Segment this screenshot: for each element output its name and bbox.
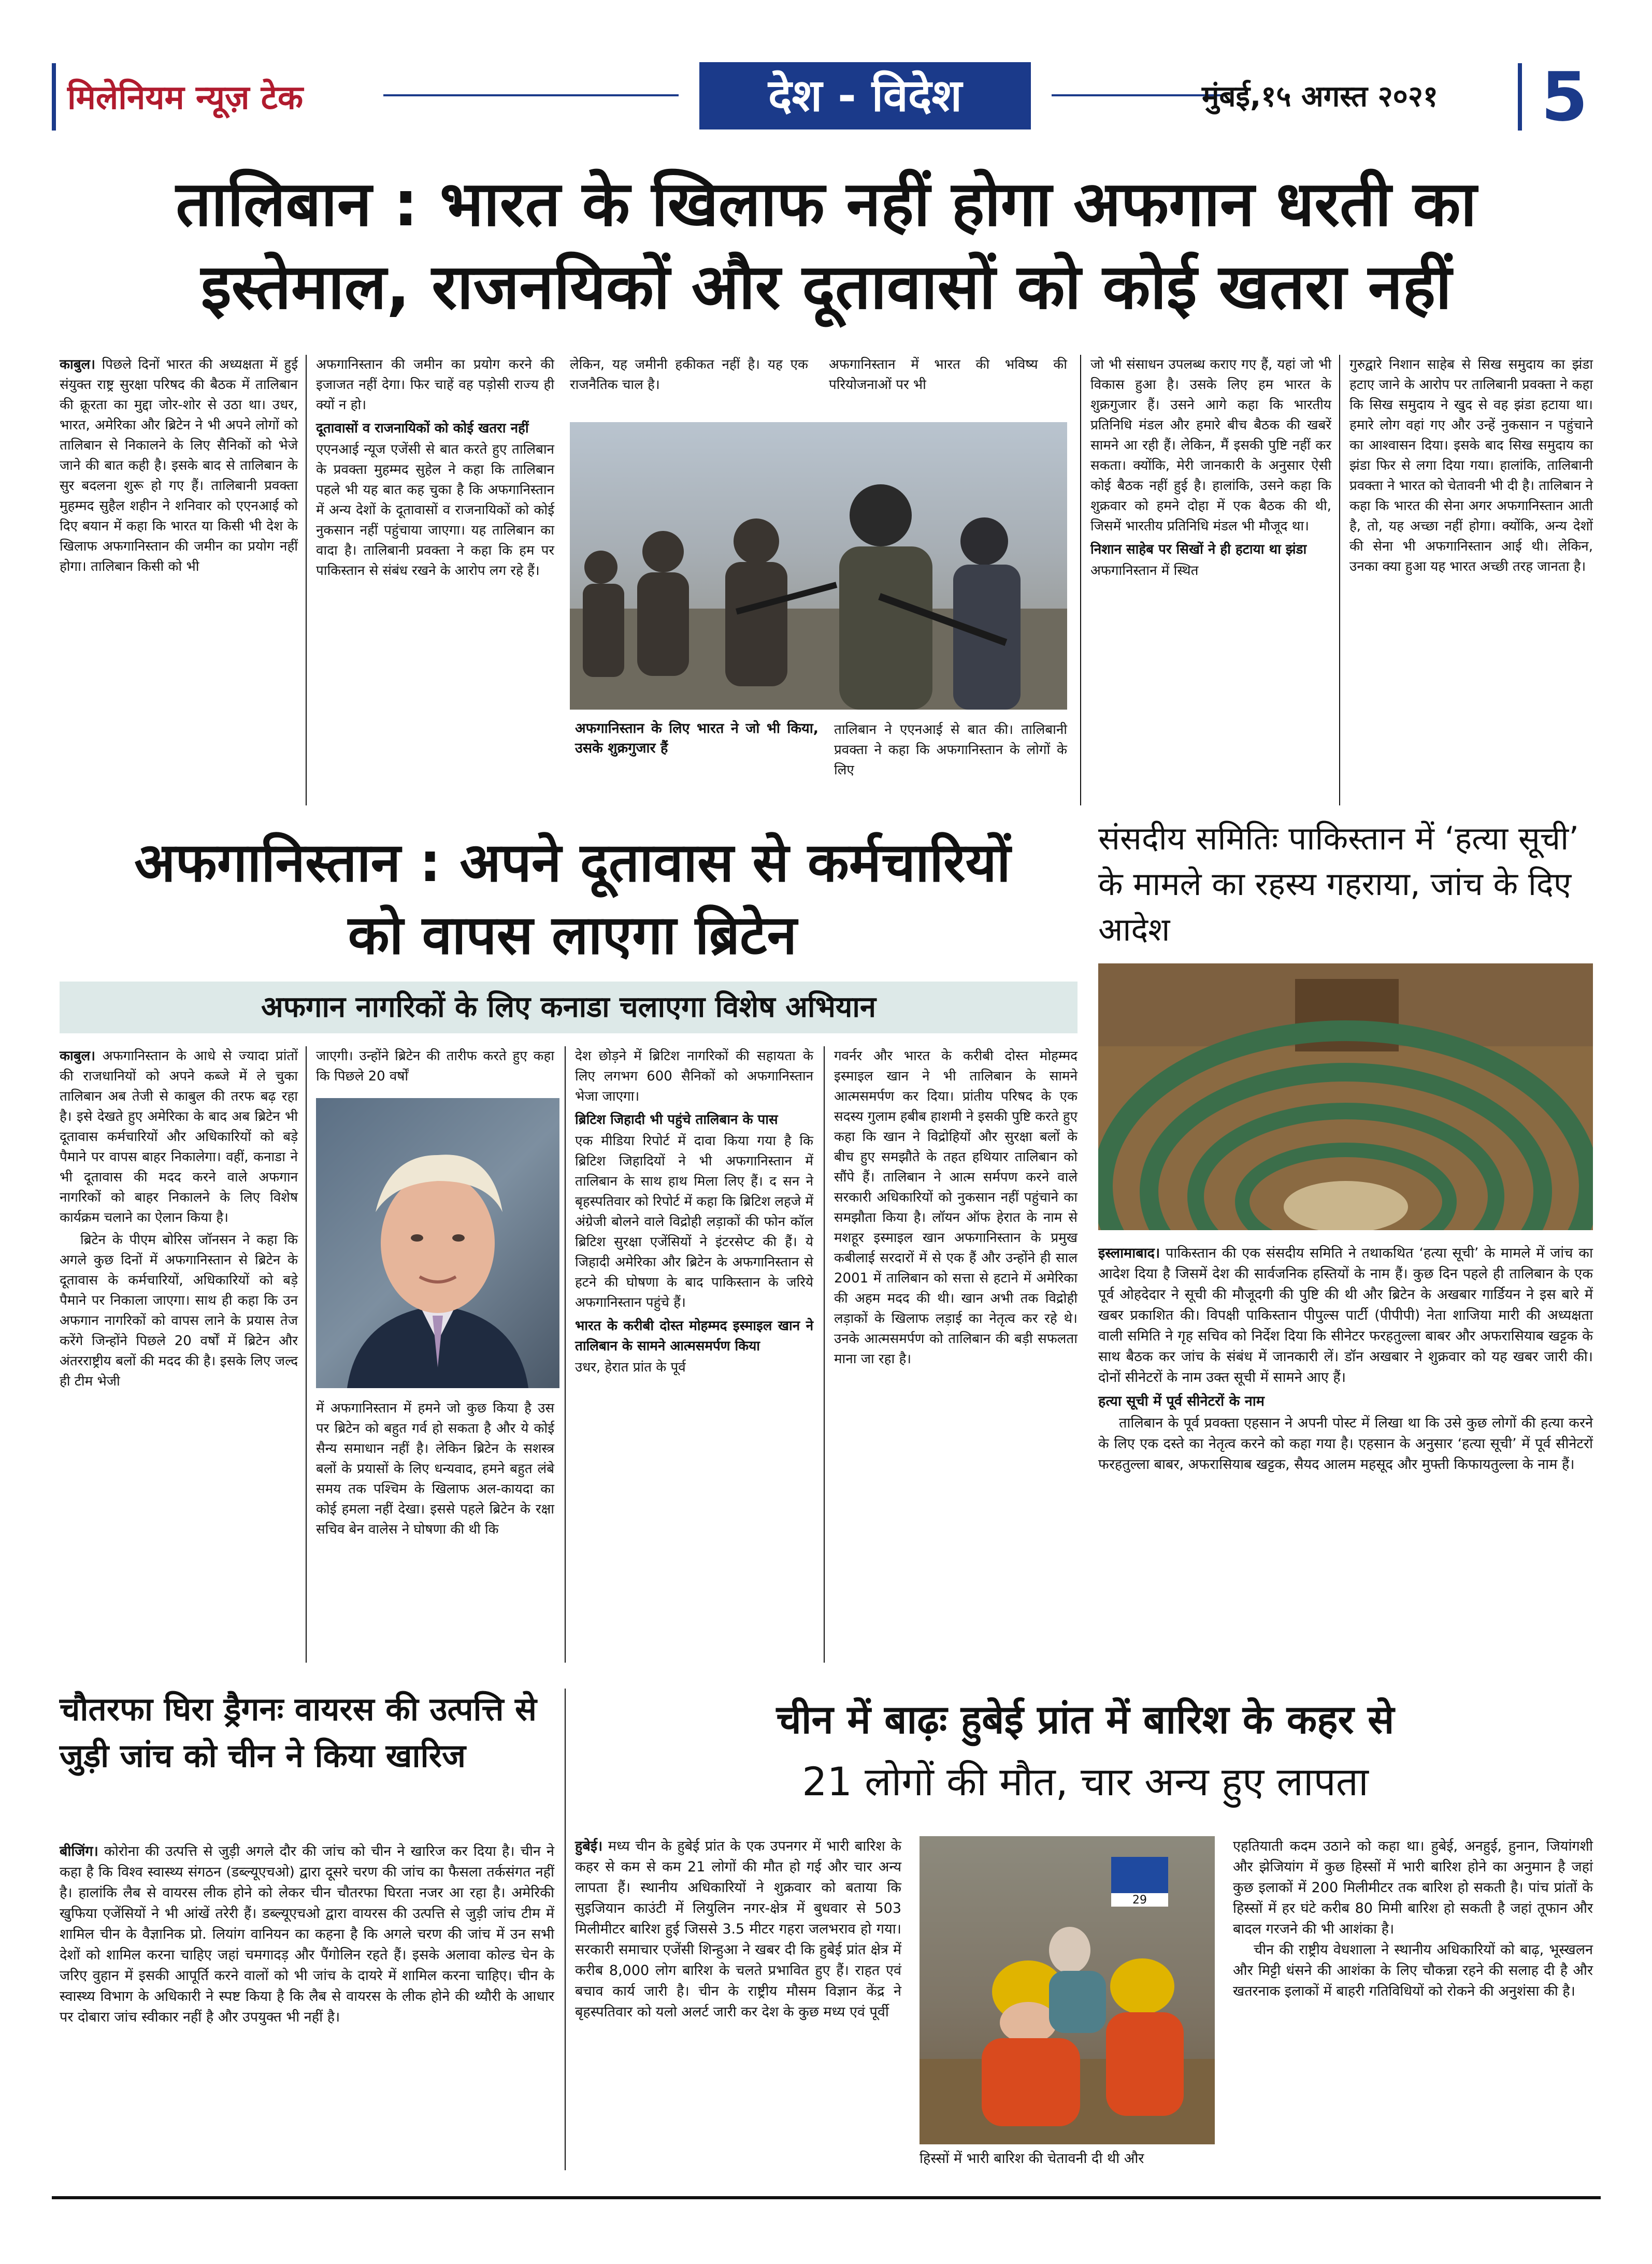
article1-col3-top <box>570 355 808 395</box>
article5-text: हिस्सों में भारी बारिश की चेतावनी दी थी और <box>920 2151 1144 2167</box>
article1-text: अफगानिस्तान में स्थित <box>1090 563 1199 579</box>
dateline: हुबेई। <box>575 1838 603 1854</box>
article3-body <box>1098 1243 1593 1475</box>
flood-rescue-photo <box>920 1836 1215 2144</box>
col-divider <box>1339 355 1340 805</box>
article2-headline-line2: को वापस लाएगा ब्रिटेन <box>348 903 797 967</box>
article1-text: गुरुद्वारे निशान साहेब से सिख समुदाय का झंडा हटाए जाने के आरोप पर तालिबानी प्रवक्ता ने कहा कि सिख समुदाय ने खुद से वह झंडा हटाया था। हमारे लोग वहां गए और उन्हें नुकसान न पहुंचाने का आश्वासन दिया। इसके बाद सिख समुदाय का झंडा फिर से लगा दिया गया। हालांकि, तालिबानी प्रवक्ता ने भारत को चेतावनी भी दी है। तालिबान ने कहा कि भारत की सेना अगर अफगानिस्तान आती है, तो, यह अच्छा नहीं होगा। क्योंकि, अन्य देशों की सेना भी अफगानिस्तान आई थी। लेकिन, उनका क्या हुआ यह भारत अच्छी तरह जानता है। <box>1349 357 1593 574</box>
article2-text: गवर्नर और भारत के करीबी दोस्त मोहम्मद इस्माइल खान ने भी तालिबान के सामने आत्मसमर्पण कर दिया। प्रांतीय परिषद के एक सदस्य गुलाम हबीब हाशमी ने इसकी पुष्टि करते हुए कहा कि खान ने विद्रोहियों और सुरक्षा बलों के बीच हुए समझौते के तहत हथियार तालिबान को सौंपे हैं। तालिबान ने आत्म सर्मपण करने वाले सरकारी अधिकारियों को नुकसान नहीं पहुंचाने का समझौता किया है। लॉयन ऑफ हेरात के नाम से मशहूर इस्माइल खान अफगानिस्तान के प्रमुख कबीलाई सरदारों में से एक हैं और उन्होंने ही साल 2001 में तालिबान को सत्ता से हटाने में अमेरिका की अहम मदद की थी। खान अभी तक विद्रोही लड़ाकों के खिलाफ लड़ाई का नेतृत्व कर रहे थे। उनके आत्मसमर्पण को तालिबान की बड़ी सफलता माना जा रहा है। <box>834 1048 1078 1367</box>
article1-headline-line1: तालिबान : भारत के खिलाफ नहीं होगा अफगान धरती का <box>176 168 1477 240</box>
brand-name: मिलेनियम न्यूज़ टेक <box>67 79 304 117</box>
taliban-fighters-photo <box>570 422 1067 710</box>
article1-text: जो भी संसाधन उपलब्ध कराए गए हैं, यहां जो भी विकास हुआ है। उसके लिए हम भारत के शुक्रगुजार हैं। उसने आगे कहा कि भारतीय प्रतिनिधि मंडल और हमारे बीच बैठक की खबरें सामने आ रही हैं। लेकिन, मैं इसकी पुष्टि नहीं कर सकता। क्योंकि, मेरी जानकारी के अनुसार ऐसी कोई बैठक नहीं हुई है। हालांकि, उसने कहा कि शुक्रवार को हमने दोहा में एक बैठक की थी, जिसमें भारतीय प्रतिनिधि मंडल भी मौजूद था। <box>1090 357 1331 534</box>
article1-subhead: निशान साहेब पर सिखों ने ही हटाया था झंडा <box>1090 542 1307 557</box>
dateline: इस्लामाबाद। <box>1098 1245 1160 1261</box>
col-divider <box>565 1689 566 2170</box>
article3-headline: संसदीय समितिः पाकिस्तान में ‘हत्या सूची’ के मामले का रहस्य गहराया, जांच के दिए आदेश <box>1098 819 1579 948</box>
dateline: काबुल। <box>60 1048 96 1064</box>
article2-text: जाएगी। उन्होंने ब्रिटेन की तारीफ करते हुए कहा कि पिछले 20 वर्षों <box>316 1048 554 1084</box>
article1-col5 <box>1090 355 1331 581</box>
dateline: काबुल। <box>60 357 96 372</box>
article1-col4-top <box>829 355 1067 395</box>
flood-rescue-illustration <box>920 1836 1215 2144</box>
article1-text: तालिबान ने एएनआई से बात की। तालिबानी प्रवक्ता ने कहा कि अफगानिस्तान के लोगों के लिए <box>834 722 1067 778</box>
parliament-hall-illustration <box>1098 963 1593 1230</box>
article1-col1 <box>60 355 298 577</box>
article2-col1 <box>60 1046 298 1392</box>
article1-text: एएनआई न्यूज एजेंसी से बात करते हुए तालिबान के प्रवक्ता मुहम्मद सुहेल ने कहा कि तालिबान पहले भी यह बात कह चुका है कि अफगानिस्तान में अन्य देशों के दूतावासों व राजनायिकों को कोई नुकसान नहीं पहुंचाया जाएगा। यह तालिबान का वादा है। तालिबानी प्रवक्ता ने कहा कि हम पर पाकिस्तान से संबंध रखने के आरोप लग रहे हैं। <box>316 442 554 579</box>
col-divider <box>565 1046 566 1663</box>
issue-date: मुंबई,१५ अगस्त २०२१ <box>1202 80 1438 113</box>
col-divider <box>306 1046 307 1663</box>
article5-col3 <box>1233 1836 1593 2002</box>
page-number-divider <box>1518 63 1522 131</box>
portrait-illustration <box>316 1098 559 1388</box>
masthead-left-bar <box>52 63 56 131</box>
masthead-rule-left <box>383 94 679 96</box>
article1-subhead: दूतावासों व राजनायिकों को कोई खतरा नहीं <box>316 421 529 436</box>
pakistan-parliament-photo <box>1098 963 1593 1230</box>
article1-col4-bottom <box>834 720 1067 781</box>
article2-text: ब्रिटेन के पीएम बोरिस जॉनसन ने कहा कि अगले कुछ दिनों में अफगानिस्तान से ब्रिटेन के दूतावास के कर्मचारियों, अधिकारियों को बड़े पैमाने पर निकाला जाएगा। साथ ही कहा कि उन अफगान नागरिकों को वापस लाने के प्रयास तेज करेंगे जिन्होंने पिछले 20 वर्षों में ब्रिटेन और अंतरराष्ट्रीय बलों की मदद की है। इसके लिए जल्द ही टीम भेजी <box>60 1232 298 1389</box>
article5-text: एहतियाती कदम उठाने को कहा था। हुबेई, अनहुई, हुनान, जियांगशी और झेजियांग में कुछ हिस्सों में भारी बारिश होने का अनुमान है जहां कुछ इलाकों में 200 मिलीमीटर तक बारिश हो सकती है। पांच प्रांतों के हिस्सों में हर घंटे करीब 80 मिमी बारिश हो सकती है जहां तूफान और बादल गरजने की भी आशंका है। <box>1233 1838 1593 1937</box>
article4-headline: चौतरफा घिरा ड्रैगनः वायरस की उत्पत्ति से जुड़ी जांच को चीन ने किया खारिज <box>60 1690 537 1775</box>
article1-col6 <box>1349 355 1593 577</box>
taliban-fighters-illustration <box>570 422 1067 710</box>
masthead-rule-right <box>1052 94 1223 96</box>
article2-subhead: भारत के करीबी दोस्त मोहम्मद इस्माइल खान ने तालिबान के सामने आत्मसमर्पण किया <box>575 1318 813 1354</box>
article1-text: अफगानिस्तान की जमीन का प्रयोग करने की इजाजत नहीं देगा। फिर चाहें वह पड़ोसी राज्य ही क्यों न हो। <box>316 357 554 413</box>
page-number: 5 <box>1541 57 1588 136</box>
article2-text: अफगानिस्तान के आधे से ज्यादा प्रांतों की राजधानियों को अपने कब्जे में ले चुका तालिबान अब तेजी से काबुल की तरफ बढ़ रहा है। इसे देखते हुए अमेरिका के बाद अब ब्रिटेन भी दूतावास कर्मचारियों और अधिकारियों को बड़े पैमाने पर वापस बाहर निकालेगा। वहीं, कनाडा ने भी दूतावास की मदद करने वाले अफगान नागरिकों को बाहर निकालने के लिए विशेष कार्यक्रम चलाने का ऐलान किया है। <box>60 1048 298 1225</box>
article5-col1 <box>575 1836 901 2023</box>
article1-text: अफगानिस्तान में भारत की भविष्य की परियोजनाओं पर भी <box>829 357 1067 393</box>
article1-text: पिछले दिनों भारत की अध्यक्षता में हुई संयुक्त राष्ट्र सुरक्षा परिषद की बैठक में तालिबान की क्रूरता का मुद्दा जोर-शोर से उठा था। उधर, भारत, अमेरिका और ब्रिटेन ने भी अपने लोगों को तालिबान से निकालने के लिए सैनिकों को भेजे जाने की बात कही है। इसके बाद से तालिबान के सुर बदलना शुरू हो गए हैं। तालिबानी प्रवक्ता मुहम्मद सुहैल शहीन ने शनिवार को एएनआई को दिए बयान में कहा कि भारत या किसी भी देश के खिलाफ अफगानिस्तान की जमीन का प्रयोग नहीं होगा। तालिबान किसी को भी <box>60 357 298 574</box>
section-title: देश - विदेश <box>699 62 1031 129</box>
article5-headline-line2: 21 लोगों की मौत, चार अन्य हुए लापता <box>802 1758 1369 1805</box>
article2-banner: अफगान नागरिकों के लिए कनाडा चलाएगा विशेष अभियान <box>60 982 1078 1033</box>
col-divider <box>824 1046 825 1663</box>
masthead <box>52 58 1601 136</box>
article2-subhead: ब्रिटिश जिहादी भी पहुंचे तालिबान के पास <box>575 1112 778 1128</box>
col-divider <box>306 355 307 805</box>
article2-text: में अफगानिस्तान में हमने जो कुछ किया है उस पर ब्रिटेन को बहुत गर्व हो सकता है और ये कोई सैन्य समाधान नहीं है। लेकिन ब्रिटेन के सशस्त्र बलों के प्रयासों के लिए धन्यवाद, हमने बहुत लंबे समय तक पश्चिम के खिलाफ अल-कायदा का कोई हमला नहीं देखा। इससे पहले ब्रिटेन के रक्षा सचिव बेन वालेस ने घोषणा की थी कि <box>316 1401 554 1537</box>
article5-text: चीन की राष्ट्रीय वेधशाला ने स्थानीय अधिकारियों को बाढ़, भूस्खलन और मिट्टी धंसने की आशंका के लिए चौकन्ना रहने की सलाह दी है और खतरनाक इलाकों में बाहरी गतिविधियों को रोकने की अनुशंसा की है। <box>1233 1942 1593 1999</box>
article3-subhead: हत्या सूची में पूर्व सीनेटरों के नाम <box>1098 1393 1265 1409</box>
article2-col2-top <box>316 1046 554 1087</box>
article2-headline-line1: अफगानिस्तान : अपने दूतावास से कर्मचारियों <box>134 831 1011 894</box>
dateline: बीजिंग। <box>60 1843 98 1859</box>
article4-text: कोरोना की उत्पत्ति से जुड़ी अगले दौर की जांच को चीन ने खारिज कर दिया है। चीन ने कहा है कि विश्व स्वास्थ्य संगठन (डब्ल्यूएचओ) द्वारा दूसरे चरण की जांच का फैसला तर्कसंगत नहीं है। हालांकि लैब से वायरस लीक होने को लेकर चीन चौतरफा घिरता नजर आ रहा है। अमेरिकी खुफिया एजेंसियों ने भी आंखें तरेरी हैं। डब्ल्यूएचओ द्वारा वायरस की उत्पत्ति से जुड़ी जांच टीम में शामिल चीन के वैज्ञानिक प्रो. लियांग वानियन का कहना है कि अगले चरण की जांच में उन सभी देशों को शामिल करना चाहिए जहां चमगादड़ और पैंगोलिन रहते हैं। इसके अलावा कोल्ड चेन के जरिए वुहान में इसकी आपूर्ति करने वालों को भी जांच के दायरे में शामिल करना चाहिए। चीन के स्वास्थ्य विभाग के अधिकारी ने स्पष्ट किया है कि लैब से वायरस के लीक होने की थ्यौरी के आधार पर दोबारा जांच स्वीकार नहीं है और उपयुक्त भी नहीं है। <box>60 1843 554 2025</box>
page-bottom-rule <box>52 2196 1601 2199</box>
photo-caption: अफगानिस्तान के लिए भारत ने जो भी किया, उसके शुक्रगुजार हैं <box>575 720 818 756</box>
street-sign-number: 29 <box>1132 1894 1147 1907</box>
article2-text: एक मीडिया रिपोर्ट में दावा किया गया है कि ब्रिटिश जिहादियों ने भी अफगानिस्तान में तालिबान के साथ हाथ मिला लिए हैं। द सन ने बृहस्पतिवार को रिपोर्ट में कहा कि ब्रिटिश लहजे में अंग्रेजी बोलने वाले विद्रोही लड़ाकों की फोन कॉल ब्रिटिश सुरक्षा एजेंसियों ने इंटरसेप्ट की हैं। ये जिहादी अमेरिका और ब्रिटेन के अफगानिस्तान से हटने की घोषणा के बाद पाकिस्तान के जरिये अफगानिस्तान पहुंचे हैं। <box>575 1133 813 1310</box>
article1-text: लेकिन, यह जमीनी हकीकत नहीं है। यह एक राजनैतिक चाल है। <box>570 357 808 393</box>
article2-col2-bottom <box>316 1398 554 1540</box>
article2-col4 <box>834 1046 1078 1369</box>
article1-col2 <box>316 355 554 581</box>
article2-text: देश छोड़ने में ब्रिटिश नागरिकों की सहायता के लिए लगभग 600 सैनिकों को अफगानिस्तान भेजा जाएगा। <box>575 1048 813 1104</box>
article3-text: तालिबान के पूर्व प्रवक्ता एहसान ने अपनी पोस्ट में लिखा था कि उसे कुछ लोगों की हत्या करने के लिए एक दस्ते का नेतृत्व करने को कहा गया है। एहसान के अनुसार ‘हत्या सूची’ में पूर्व सीनेटरों फरहतुल्ला बाबर, अफरासियाब खट्टक, सैयद आलम महसूद और मुफ्ती किफायतुल्ला के नाम हैं। <box>1098 1415 1593 1473</box>
article2-col3 <box>575 1046 813 1378</box>
boris-johnson-photo <box>316 1098 559 1388</box>
article5-headline-line1: चीन में बाढ़ः हुबेई प्रांत में बारिश के कहर से <box>776 1696 1395 1742</box>
article2-text: उधर, हेरात प्रांत के पूर्व <box>575 1360 686 1375</box>
article5-text: मध्य चीन के हुबेई प्रांत के एक उपनगर में भारी बारिश के कहर से कम से कम 21 लोगों की मौत हो गई और चार अन्य लापता हैं। स्थानीय अधिकारियों ने शुक्रवार को बताया कि सुइजियान काउंटी में लियुलिन नगर-क्षेत्र में बुधवार से 503 मिलीमीटर बारिश हुई जिससे 3.5 मीटर गहरा जलभराव हो गया। सरकारी समाचार एजेंसी शिन्हुआ ने खबर दी कि हुबेई प्रांत क्षेत्र में करीब 8,000 लोग बारिश के चलते प्रभावित हुए हैं। राहत एवं बचाव कार्य जारी है। चीन के राष्ट्रीय मौसम विज्ञान केंद्र ने बृहस्पतिवार को यलो अलर्ट जारी कर देश के कुछ मध्य एवं पूर्वी <box>575 1838 901 2020</box>
col-divider <box>1080 355 1081 805</box>
article5-photo-adjacent-text <box>920 2148 1215 2169</box>
article1-headline-line2: इस्तेमाल, राजनयिकों और दूतावासों को कोई खतरा नहीं <box>200 251 1452 323</box>
article3-text: पाकिस्तान की एक संसदीय समिति ने तथाकथित ‘हत्या सूची’ के मामले में जांच का आदेश दिया है जिसमें देश की सार्वजनिक हस्तियों के नाम हैं। कुछ दिन पहले ही तालिबान के एक पूर्व ओहदेदार ने सूची की मौजूदगी की पुष्टि की थी और ब्रिटेन के अखबार गार्डियन ने इस बारे में खबर प्रकाशित की। विपक्षी पाकिस्तान पीपुल्स पार्टी (पीपीपी) नेता शाजिया मारी की अध्यक्षता वाली समिति ने गृह सचिव को निर्देश दिया कि सीनेटर फरहतुल्ला बाबर और अफरासियाब खट्टक के साथ बैठक कर जांच के संबंध में जानकारी लें। डॉन अखबार ने शुक्रवार को यह खबर जारी की। दोनों सीनेटरों के नाम उक्त सूची में सामने आए हैं। <box>1098 1245 1593 1386</box>
article4-body <box>60 1841 554 2028</box>
